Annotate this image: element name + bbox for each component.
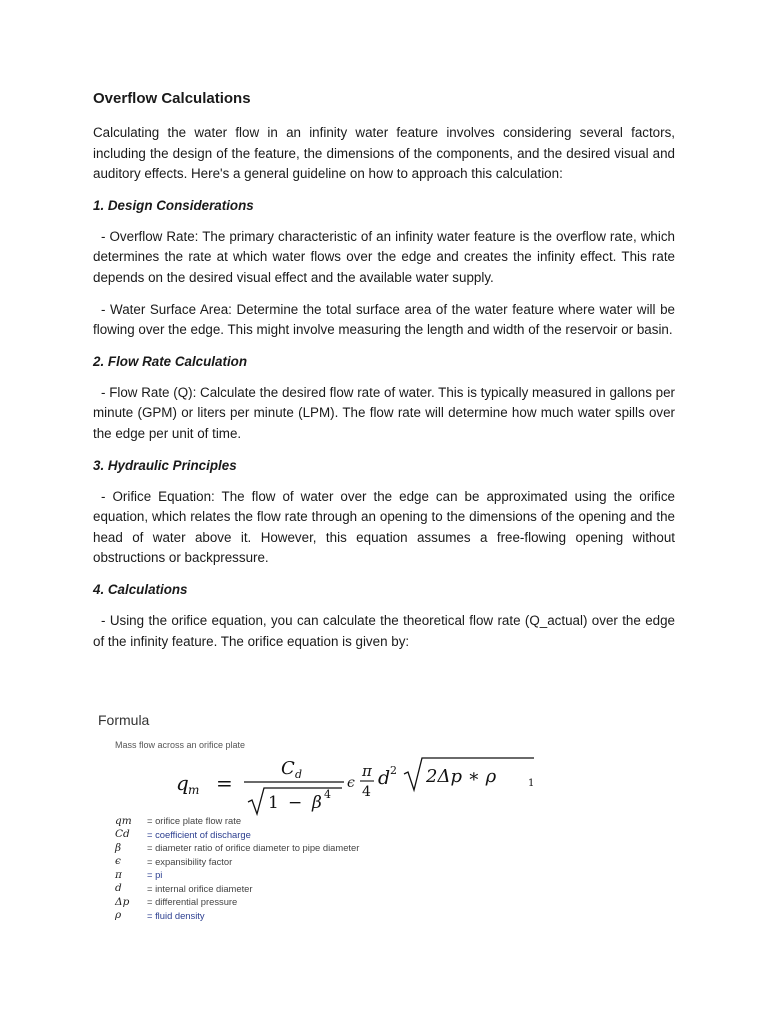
paragraph-surface-area: - Water Surface Area: Determine the total surface area of the water feature where water will be flowing over the edge. This might involve measuring the length and width of the reservoir or basin. xyxy=(93,301,675,338)
formula-four: 4 xyxy=(362,784,371,800)
legend-description-link[interactable]: = fluid density xyxy=(147,909,205,921)
legend-row xyxy=(115,855,515,869)
formula-root-sub: 1 xyxy=(528,778,535,789)
formula-root-content: 2Δp ∗ ρ xyxy=(426,766,497,787)
formula-numerator: C xyxy=(281,758,295,779)
legend-symbol: ϵ xyxy=(115,855,121,868)
legend-description: = orifice plate flow rate xyxy=(147,815,242,827)
paragraph-calculations: - Using the orifice equation, you can calculate the theoretical flow rate (Q_actual) over the edge of the infinity feature. The orifice equation is given by: xyxy=(93,612,675,649)
page-title: Overflow Calculations xyxy=(93,90,251,107)
legend-description-link[interactable]: = coefficient of discharge xyxy=(147,828,251,840)
formula-den-beta-exp: 4 xyxy=(324,788,331,801)
formula-d-exp: 2 xyxy=(390,764,397,777)
figure-caption: Mass flow across an orifice plate xyxy=(115,740,246,750)
legend-description: = differential pressure xyxy=(147,896,238,908)
legend-symbol: Δp xyxy=(115,895,130,908)
formula-numerator-sub: d xyxy=(295,768,303,781)
formula-figure xyxy=(98,708,558,928)
legend-description-link[interactable]: = pi xyxy=(147,869,163,881)
legend-symbol: qm xyxy=(115,814,132,827)
legend-description: = expansibility factor xyxy=(147,855,233,867)
figure-title: Formula xyxy=(98,712,150,728)
legend-symbol: ρ xyxy=(115,909,122,922)
formula-lhs: q xyxy=(176,771,189,795)
orifice-formula xyxy=(176,750,556,818)
formula-den-beta: β xyxy=(312,793,322,813)
legend-symbol: d xyxy=(115,882,122,895)
legend-symbol: β xyxy=(115,841,122,854)
legend-description: = diameter ratio of orifice diameter to pipe diameter xyxy=(147,842,360,854)
legend-symbol: Cd xyxy=(115,828,130,841)
formula-d: d xyxy=(378,767,391,789)
formula-epsilon: ϵ xyxy=(347,775,355,791)
paragraph-orifice-equation: - Orifice Equation: The flow of water over the edge can be approximated using the orifice equation, which relates the flow rate through an opening to the dimensions of the opening and the head of water above it. However, this equation assumes a free-flowing opening without obstructions or backpressure. xyxy=(93,488,675,566)
document-body xyxy=(93,88,675,663)
legend-row xyxy=(115,868,515,882)
formula-equals: = xyxy=(216,771,233,795)
paragraph-overflow-rate: - Overflow Rate: The primary characteristic of an infinity water feature is the overflow rate, which determines the rate at which water flows over the edge and creates the infinity effect. This rate depends on the desired visual effect and the available water supply. xyxy=(93,228,675,285)
formula-lhs-sub: m xyxy=(188,783,200,797)
paragraph-flow-rate: - Flow Rate (Q): Calculate the desired flow rate of water. This is typically measured in gallons per minute (GPM) or liters per minute (LPM). The flow rate will determine how much water spills over the edge per unit of time. xyxy=(93,384,675,441)
formula-pi: π xyxy=(362,762,372,780)
formula-den-one: 1 xyxy=(268,793,279,813)
legend-row xyxy=(115,828,515,842)
legend-row xyxy=(115,814,515,828)
section-heading-hydraulic: 3. Hydraulic Principles xyxy=(93,457,237,473)
section-heading-flow-rate: 2. Flow Rate Calculation xyxy=(93,353,248,369)
legend-row xyxy=(115,882,515,896)
legend-row xyxy=(115,841,515,855)
legend-row xyxy=(115,909,515,923)
formula-den-minus: − xyxy=(288,793,303,813)
legend-symbol: π xyxy=(115,868,122,881)
section-heading-design: 1. Design Considerations xyxy=(93,197,254,213)
formula-legend xyxy=(115,814,515,922)
legend-row xyxy=(115,895,515,909)
section-heading-calculations: 4. Calculations xyxy=(93,581,188,597)
legend-description: = internal orifice diameter xyxy=(147,882,253,894)
intro-paragraph: Calculating the water flow in an infinity water feature involves considering several factors, including the design of the feature, the dimensions of the components, and the desired visual and auditory effects. Here's a general guideline on how to approach this calculation: xyxy=(93,125,675,182)
